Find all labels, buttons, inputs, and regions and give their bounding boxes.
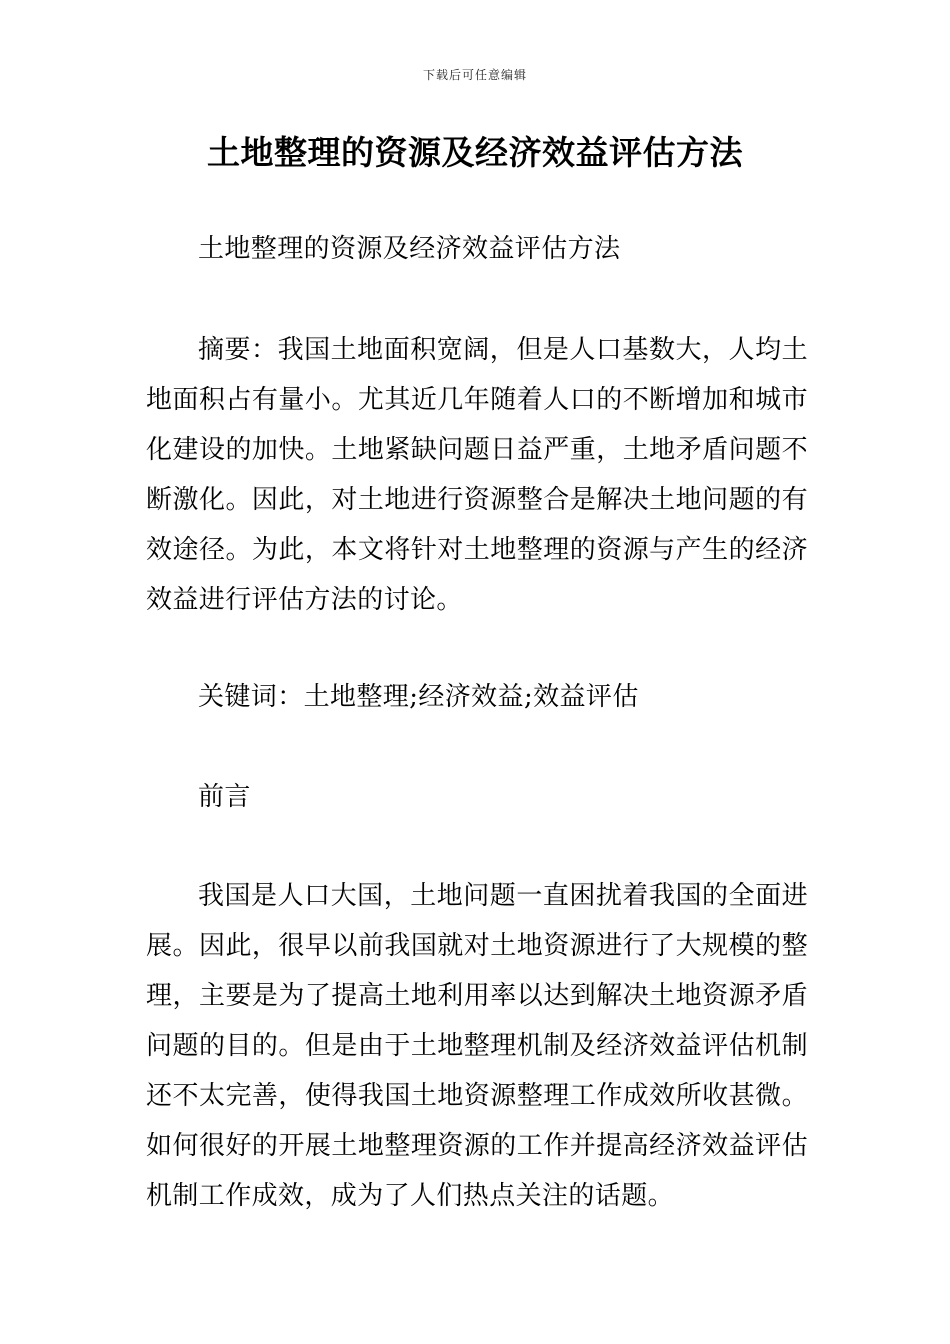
document-subtitle: 土地整理的资源及经济效益评估方法 [198, 234, 621, 264]
download-note: 下载后可任意编辑 [422, 68, 527, 82]
keywords-line: 关键词：土地整理;经济效益;效益评估 [198, 682, 639, 712]
document-title: 土地整理的资源及经济效益评估方法 [207, 133, 743, 172]
preface-heading: 前言 [198, 782, 251, 812]
abstract-paragraph: 摘要：我国土地面积宽阔，但是人口基数大，人均土地面积占有量小。尤其近几年随着人口的不断增加和城市化建设的加快。土地紧缺问题日益严重，土地矛盾问题不断激化。因此，对土地进行资源整合是解决土地问题的有效途径。为此，本文将针对土地整理的资源与产生的经济效益进行评估方法的讨论。 [146, 335, 808, 615]
preface-paragraph: 我国是人口大国，土地问题一直困扰着我国的全面进展。因此，很早以前我国就对土地资源进行了大规模的整理，主要是为了提高土地利用率以达到解决土地资源矛盾问题的目的。但是由于土地整理机制及经济效益评估机制还不太完善，使得我国土地资源整理工作成效所收甚微。如何很好的开展土地整理资源的工作并提高经济效益评估机制工作成效，成为了人们热点关注的话题。 [146, 881, 808, 1211]
